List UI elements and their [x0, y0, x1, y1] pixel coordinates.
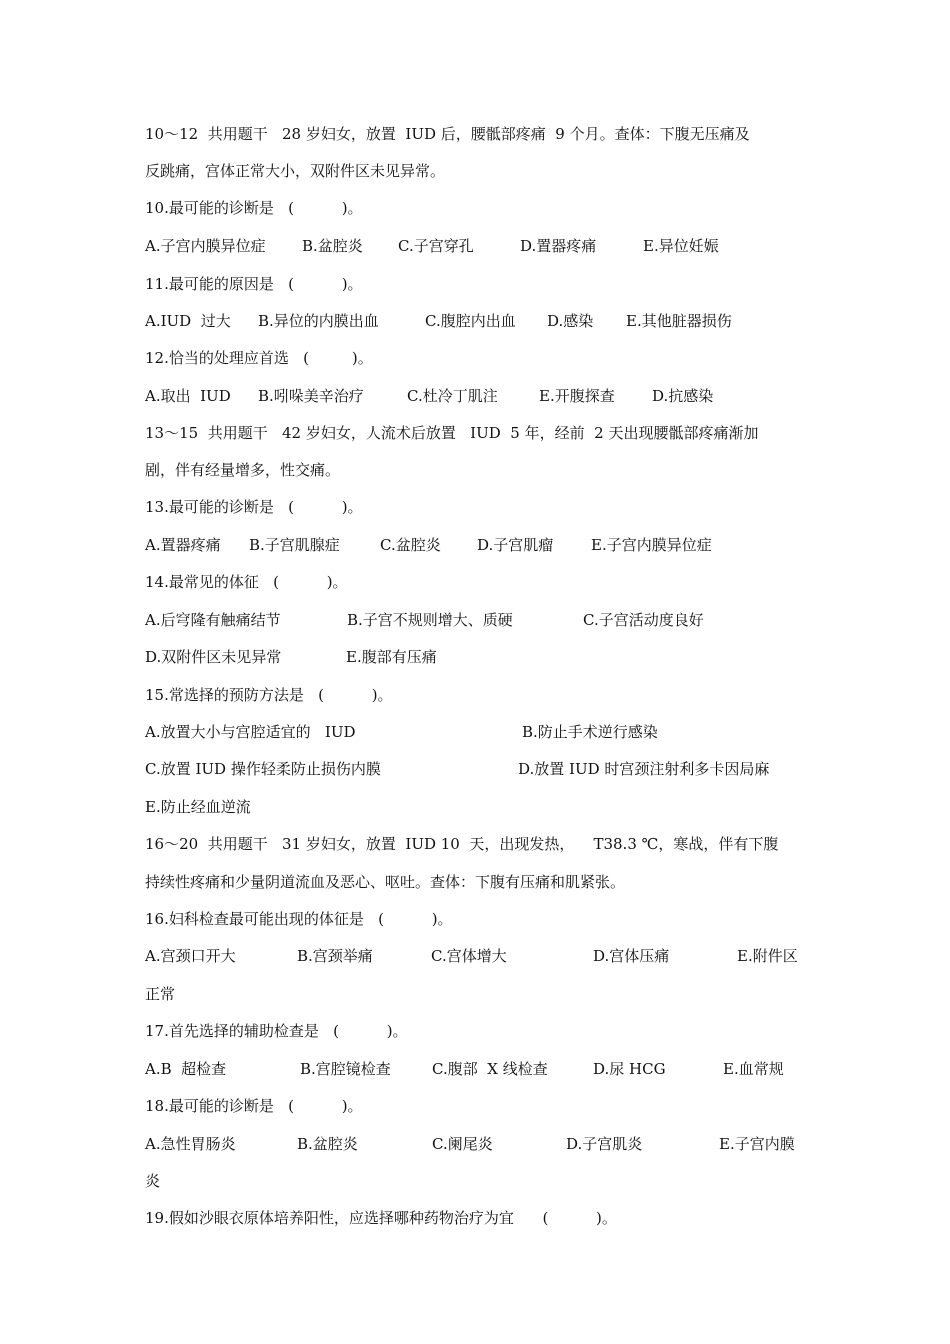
- text-line: 炎: [145, 1172, 161, 1190]
- text-line: 正常: [145, 985, 176, 1003]
- answer-option: C.阑尾炎: [432, 1135, 493, 1153]
- text-line: 10.最可能的诊断是 ( )。: [145, 199, 363, 217]
- option-row: [145, 1134, 825, 1154]
- answer-option: D.尿 HCG: [593, 1060, 666, 1078]
- option-row: [145, 311, 825, 331]
- option-row: [145, 946, 825, 966]
- answer-option: A.子宫内膜异位症: [145, 237, 266, 255]
- option-row: [145, 386, 825, 406]
- answer-option: D.抗感染: [652, 387, 714, 405]
- option-row: [145, 722, 825, 742]
- answer-option: A.放置大小与宫腔适宜的 IUD: [145, 723, 356, 741]
- text-line: 16.妇科检查最可能出现的体征是 ( )。: [145, 910, 453, 928]
- answer-option: B.异位的内膜出血: [258, 312, 379, 330]
- answer-option: E.血常规: [723, 1060, 784, 1078]
- answer-option: D.双附件区未见异常: [145, 648, 282, 666]
- text-line: 15.常选择的预防方法是 ( )。: [145, 686, 393, 704]
- answer-option: C.放置 IUD 操作轻柔防止损伤内膜: [145, 760, 381, 778]
- answer-option: D.感染: [547, 312, 594, 330]
- answer-option: D.宫体压痛: [593, 947, 670, 965]
- answer-option: E.开腹探查: [539, 387, 615, 405]
- text-line: 16～20 共用题干 31 岁妇女，放置 IUD 10 天，出现发热， T38.3 ℃，寒战，伴有下腹: [145, 835, 779, 853]
- answer-option: B.吲哚美辛治疗: [258, 387, 364, 405]
- option-row: [145, 759, 825, 779]
- text-line: 剧，伴有经量增多，性交痛。: [145, 461, 341, 479]
- answer-option: B.防止手术逆行感染: [522, 723, 658, 741]
- answer-option: C.腹腔内出血: [425, 312, 516, 330]
- answer-option: C.子宫穿孔: [398, 237, 474, 255]
- answer-option: A.宫颈口开大: [145, 947, 236, 965]
- option-row: [145, 1059, 825, 1079]
- answer-option: E.附件区: [737, 947, 798, 965]
- answer-option: B.宫腔镜检查: [300, 1060, 391, 1078]
- text-line: 19.假如沙眼衣原体培养阳性，应选择哪种药物治疗为宜 ( )。: [145, 1209, 617, 1227]
- text-line: 反跳痛，宫体正常大小，双附件区未见异常。: [145, 162, 446, 180]
- answer-option: C.腹部 X 线检查: [432, 1060, 548, 1078]
- answer-option: D.置器疼痛: [520, 237, 597, 255]
- text-line: 13.最可能的诊断是 ( )。: [145, 498, 363, 516]
- answer-option: B.子宫肌腺症: [249, 536, 340, 554]
- answer-option: C.杜冷丁肌注: [407, 387, 498, 405]
- answer-option: A.后穹隆有触痛结节: [145, 611, 281, 629]
- answer-option: B.子宫不规则增大、质硬: [347, 611, 513, 629]
- answer-option: E.子宫内膜: [719, 1135, 795, 1153]
- text-line: E.防止经血逆流: [145, 798, 251, 816]
- text-line: 17.首先选择的辅助检查是 ( )。: [145, 1022, 408, 1040]
- option-row: [145, 610, 825, 630]
- answer-option: A.B 超检查: [145, 1060, 227, 1078]
- answer-option: A.置器疼痛: [145, 536, 221, 554]
- text-line: 10～12 共用题干 28 岁妇女，放置 IUD 后，腰骶部疼痛 9 个月。查体：下腹无压痛及: [145, 125, 750, 143]
- text-line: 11.最可能的原因是 ( )。: [145, 275, 363, 293]
- answer-option: D.放置 IUD 时宫颈注射利多卡因局麻: [518, 760, 770, 778]
- option-row: [145, 647, 825, 667]
- answer-option: B.盆腔炎: [302, 237, 363, 255]
- answer-option: E.子宫内膜异位症: [591, 536, 712, 554]
- answer-option: A.急性胃肠炎: [145, 1135, 236, 1153]
- answer-option: A.取出 IUD: [145, 387, 231, 405]
- text-line: 13～15 共用题干 42 岁妇女，人流术后放置 IUD 5 年，经前 2 天出现腰骶部疼痛渐加: [145, 424, 759, 442]
- answer-option: A.IUD 过大: [145, 312, 231, 330]
- text-line: 14.最常见的体征 ( )。: [145, 573, 348, 591]
- answer-option: C.子宫活动度良好: [583, 611, 704, 629]
- text-line: 12.恰当的处理应首选 ( )。: [145, 349, 373, 367]
- answer-option: B.宫颈举痛: [297, 947, 373, 965]
- option-row: [145, 236, 825, 256]
- option-row: [145, 535, 825, 555]
- answer-option: C.盆腔炎: [380, 536, 441, 554]
- answer-option: E.异位妊娠: [643, 237, 719, 255]
- answer-option: D.子宫肌炎: [566, 1135, 643, 1153]
- answer-option: B.盆腔炎: [297, 1135, 358, 1153]
- answer-option: D.子宫肌瘤: [477, 536, 554, 554]
- text-line: 持续性疼痛和少量阴道流血及恶心、呕吐。查体：下腹有压痛和肌紧张。: [145, 873, 626, 891]
- text-line: 18.最可能的诊断是 ( )。: [145, 1097, 363, 1115]
- answer-option: E.其他脏器损伤: [626, 312, 732, 330]
- answer-option: C.宫体增大: [431, 947, 507, 965]
- answer-option: E.腹部有压痛: [346, 648, 437, 666]
